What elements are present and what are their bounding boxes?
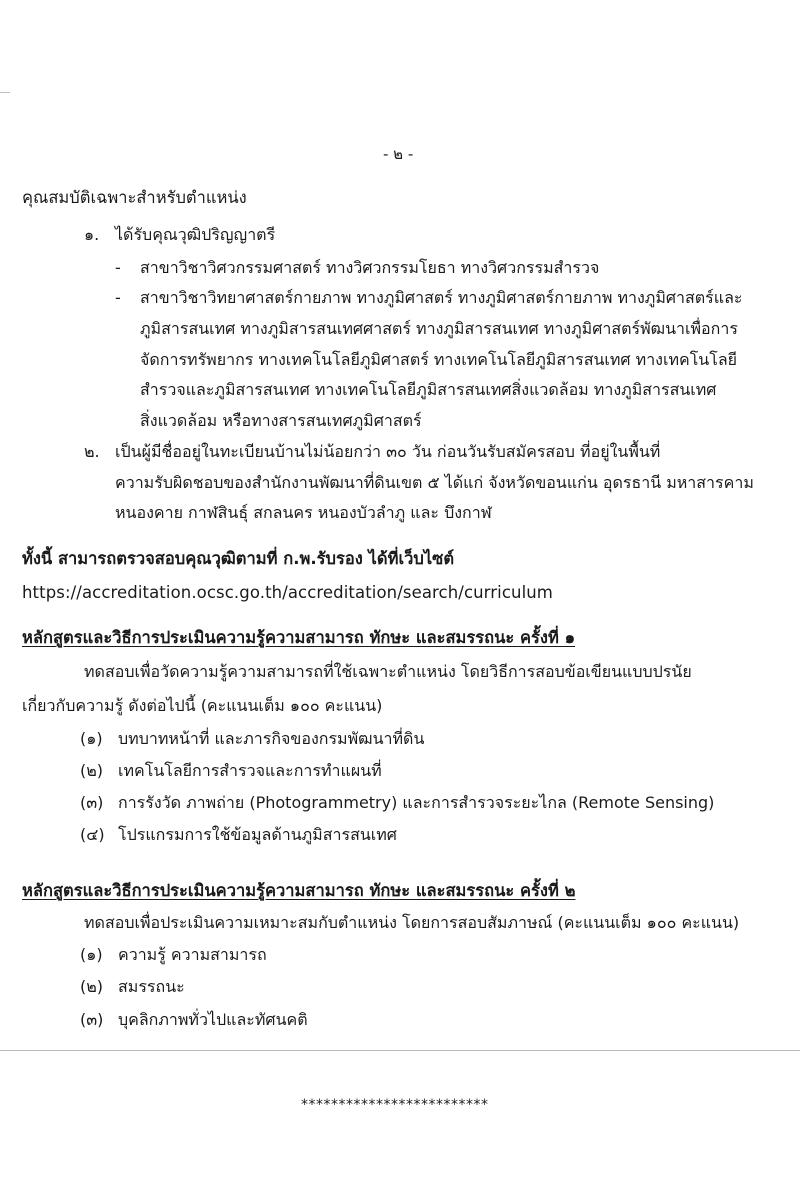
scan-edge-mark <box>0 92 10 93</box>
round1-item-number: (๑) <box>80 729 103 748</box>
end-of-document-stars: ************************* <box>301 1097 489 1113</box>
round1-item-text: เทคโนโลยีการสำรวจและการทำแผนที่ <box>118 761 382 780</box>
round2-item-number: (๑) <box>80 945 103 964</box>
item1-number: ๑. <box>84 225 100 244</box>
item1-bullet2-line2: ภูมิสารสนเทศ ทางภูมิสารสนเทศศาสตร์ ทางภูมิสารสนเทศ ทางภูมิศาสตร์พัฒนาเพื่อการ <box>140 319 738 338</box>
round2-intro: ทดสอบเพื่อประเมินความเหมาะสมกับตำแหน่ง โดยการสอบสัมภาษณ์ (คะแนนเต็ม ๑๐๐ คะแนน) <box>84 913 740 932</box>
round1-intro-line1: ทดสอบเพื่อวัดความรู้ความสามารถที่ใช้เฉพาะตำแหน่ง โดยวิธีการสอบข้อเขียนแบบปรนัย <box>84 662 692 681</box>
round1-item-text: การรังวัด ภาพถ่าย (Photogrammetry) และการสำรวจระยะไกล (Remote Sensing) <box>118 793 715 812</box>
round2-item-number: (๒) <box>80 977 104 996</box>
round1-item-number: (๔) <box>80 825 105 844</box>
round1-item-text: บทบาทหน้าที่ และภารกิจของกรมพัฒนาที่ดิน <box>118 729 425 748</box>
verification-text: ทั้งนี้ สามารถตรวจสอบคุณวุฒิตามที่ ก.พ.รับรอง ได้ที่เว็บไซต์ <box>22 549 455 568</box>
item1-bullet2-line1: สาขาวิชาวิทยาศาสตร์กายภาพ ทางภูมิศาสตร์ ทางภูมิศาสตร์กายภาพ ทางภูมิศาสตร์และ <box>140 288 743 307</box>
round2-item-number: (๓) <box>80 1010 104 1029</box>
round1-item-text: โปรแกรมการใช้ข้อมูลด้านภูมิสารสนเทศ <box>118 825 397 844</box>
round2-heading: หลักสูตรและวิธีการประเมินความรู้ความสามารถ ทักษะ และสมรรถนะ ครั้งที่ ๒ <box>22 881 576 900</box>
page-number: - ๒ - <box>383 145 414 163</box>
item2-line1: เป็นผู้มีชื่ออยู่ในทะเบียนบ้านไม่น้อยกว่า ๓๐ วัน ก่อนวันรับสมัครสอบ ที่อยู่ในพื้นที่ <box>115 442 661 461</box>
qualifications-heading: คุณสมบัติเฉพาะสำหรับตำแหน่ง <box>22 188 247 207</box>
round1-item-number: (๓) <box>80 793 104 812</box>
round1-item-number: (๒) <box>80 761 104 780</box>
round1-intro-line2: เกี่ยวกับความรู้ ดังต่อไปนี้ (คะแนนเต็ม ๑๐๐ คะแนน) <box>22 696 383 715</box>
item2-number: ๒. <box>84 442 100 461</box>
accreditation-url[interactable]: https://accreditation.ocsc.go.th/accreditation/search/curriculum <box>22 583 553 602</box>
bullet-dash: - <box>115 288 121 307</box>
round1-heading: หลักสูตรและวิธีการประเมินความรู้ความสามารถ ทักษะ และสมรรถนะ ครั้งที่ ๑ <box>22 628 576 647</box>
round2-item-text: สมรรถนะ <box>118 977 185 996</box>
round2-item-text: ความรู้ ความสามารถ <box>118 945 267 964</box>
bullet-dash: - <box>115 258 121 277</box>
divider-line <box>0 1050 800 1051</box>
item1-bullet2-line5: สิ่งแวดล้อม หรือทางสารสนเทศภูมิศาสตร์ <box>140 411 422 430</box>
item1-bullet2-line3: จัดการทรัพยากร ทางเทคโนโลยีภูมิศาสตร์ ทางเทคโนโลยีภูมิสารสนเทศ ทางเทคโนโลยี <box>140 350 738 369</box>
item1-bullet2-line4: สำรวจและภูมิสารสนเทศ ทางเทคโนโลยีภูมิสารสนเทศสิ่งแวดล้อม ทางภูมิสารสนเทศ <box>140 380 717 399</box>
round2-item-text: บุคลิกภาพทั่วไปและทัศนคติ <box>118 1010 308 1029</box>
item1-bullet1: สาขาวิชาวิศวกรรมศาสตร์ ทางวิศวกรรมโยธา ทางวิศวกรรมสำรวจ <box>140 258 600 277</box>
item2-line3: หนองคาย กาฬสินธุ์ สกลนคร หนองบัวลำภู และ บึงกาฬ <box>115 503 492 522</box>
item2-line2: ความรับผิดชอบของสำนักงานพัฒนาที่ดินเขต ๕ ได้แก่ จังหวัดขอนแก่น อุดรธานี มหาสารคาม <box>115 473 754 492</box>
item1-text: ได้รับคุณวุฒิปริญญาตรี <box>115 225 276 244</box>
